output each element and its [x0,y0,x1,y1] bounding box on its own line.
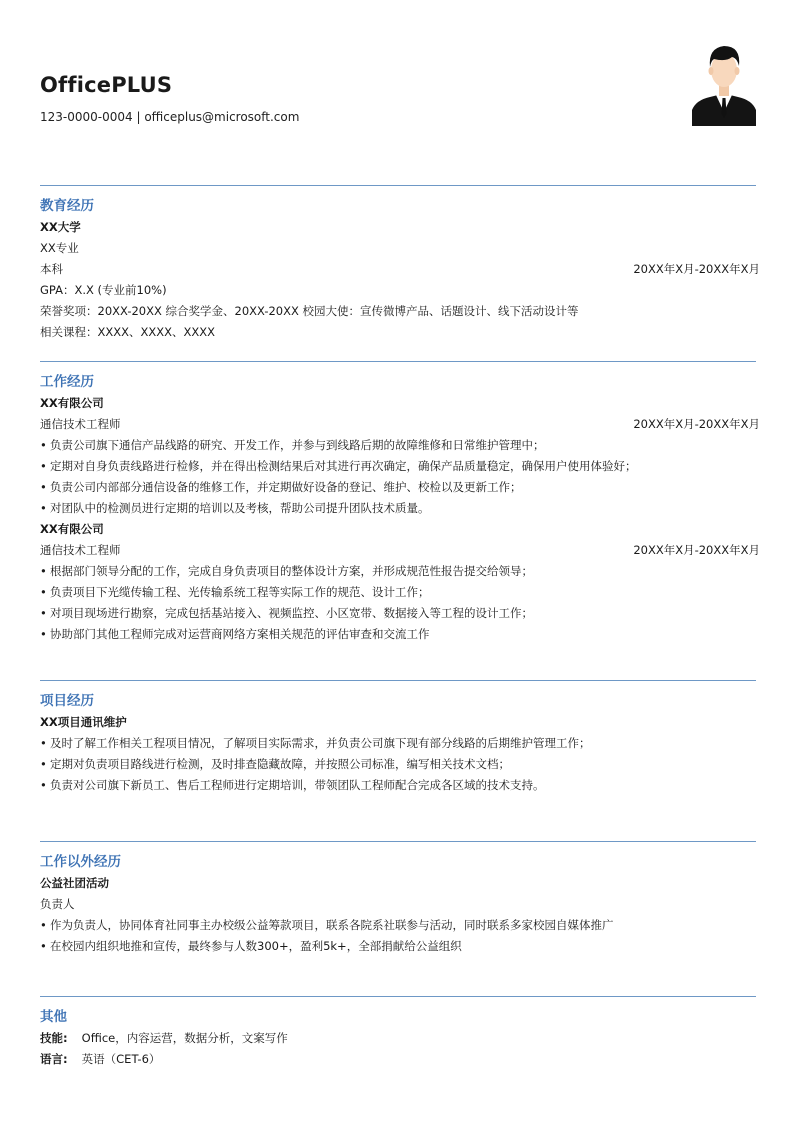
job-bullet: • 定期对自身负责线路进行检修，并在得出检测结果后对其进行再次确定，确保产品质量稳定，确保用户使用体验好； [40,456,756,477]
project-bullet: • 及时了解工作相关工程项目情况，了解项目实际需求，并负责公司旗下现有部分线路的后期维护管理工作； [40,733,756,754]
section-divider [40,996,756,997]
school-name: XX大学 [40,220,81,234]
activity-bullet: • 在校园内组织地推和宣传，最终参与人数300+，盈利5k+，全部捐献给公益组织 [40,936,756,957]
section-title-work: 工作经历 [40,374,94,390]
honors: 荣誉奖项：20XX-20XX 综合奖学金、20XX-20XX 校园大使：宣传微博产品、话题设计、线下活动设计等 [40,304,579,318]
job-role-row [40,540,760,561]
section-education [40,185,760,343]
courses: 相关课程：XXXX、XXXX、XXXX [40,325,216,339]
section-project [40,680,756,796]
education-date: 20XX年X月-20XX年X月 [633,262,760,276]
language-label: 语言: [40,1052,68,1066]
job-role: 通信技术工程师 [40,543,121,557]
section-other [40,996,756,1070]
section-divider [40,185,756,186]
gpa: GPA：X.X (专业前10%) [40,283,167,297]
language-row [40,1049,756,1070]
section-title-extracurricular: 工作以外经历 [40,854,121,870]
project-bullet: • 负责对公司旗下新员工、售后工程师进行定期培训，带领团队工程师配合完成各区域的技术支持。 [40,775,756,796]
skills-value: Office，内容运营，数据分析，文案写作 [81,1031,288,1045]
company-name: XX有限公司 [40,522,104,536]
major: XX专业 [40,241,79,255]
job-role-row [40,414,760,435]
degree-row [40,259,760,280]
activity-role: 负责人 [40,897,75,911]
company-name: XX有限公司 [40,396,104,410]
section-extracurricular [40,841,756,957]
project-name: XX项目通讯维护 [40,715,127,729]
section-divider [40,361,756,362]
job-bullet: • 负责公司旗下通信产品线路的研究、开发工作，并参与到线路后期的故障维修和日常维护管理中； [40,435,756,456]
section-work [40,361,760,645]
job-role: 通信技术工程师 [40,417,121,431]
job-bullet: • 根据部门领导分配的工作，完成自身负责项目的整体设计方案，并形成规范性报告提交给领导； [40,561,756,582]
section-title-other: 其他 [40,1009,67,1025]
section-divider [40,841,756,842]
job-bullet: • 对项目现场进行勘察，完成包括基站接入、视频监控、小区宽带、数据接入等工程的设计工作； [40,603,756,624]
skills-row [40,1028,756,1049]
job-bullet: • 负责公司内部部分通信设备的维修工作，并定期做好设备的登记、维护、校检以及更新工作； [40,477,756,498]
job-bullet: • 负责项目下光缆传输工程、光传输系统工程等实际工作的规范、设计工作； [40,582,756,603]
degree: 本科 [40,262,63,276]
section-divider [40,680,756,681]
job-date: 20XX年X月-20XX年X月 [633,417,760,431]
section-title-education: 教育经历 [40,198,94,214]
activity-bullet: • 作为负责人，协同体育社同事主办校级公益筹款项目，联系各院系社联参与活动，同时联系多家校园自媒体推广 [40,915,756,936]
project-bullet: • 定期对负责项目路线进行检测，及时排查隐藏故障，并按照公司标准，编写相关技术文档； [40,754,756,775]
activity-name: 公益社团活动 [40,876,109,890]
language-value: 英语（CET-6） [81,1052,161,1066]
job-date: 20XX年X月-20XX年X月 [633,543,760,557]
contact-info: 123-0000-0004 | officeplus@microsoft.com [40,110,300,124]
job-bullet: • 对团队中的检测员进行定期的培训以及考核，帮助公司提升团队技术质量。 [40,498,756,519]
skills-label: 技能: [40,1031,68,1045]
avatar [692,40,756,126]
section-title-project: 项目经历 [40,693,94,709]
candidate-name: OfficePLUS [40,73,173,97]
job-bullet: • 协助部门其他工程师完成对运营商网络方案相关规范的评估审查和交流工作 [40,624,756,645]
